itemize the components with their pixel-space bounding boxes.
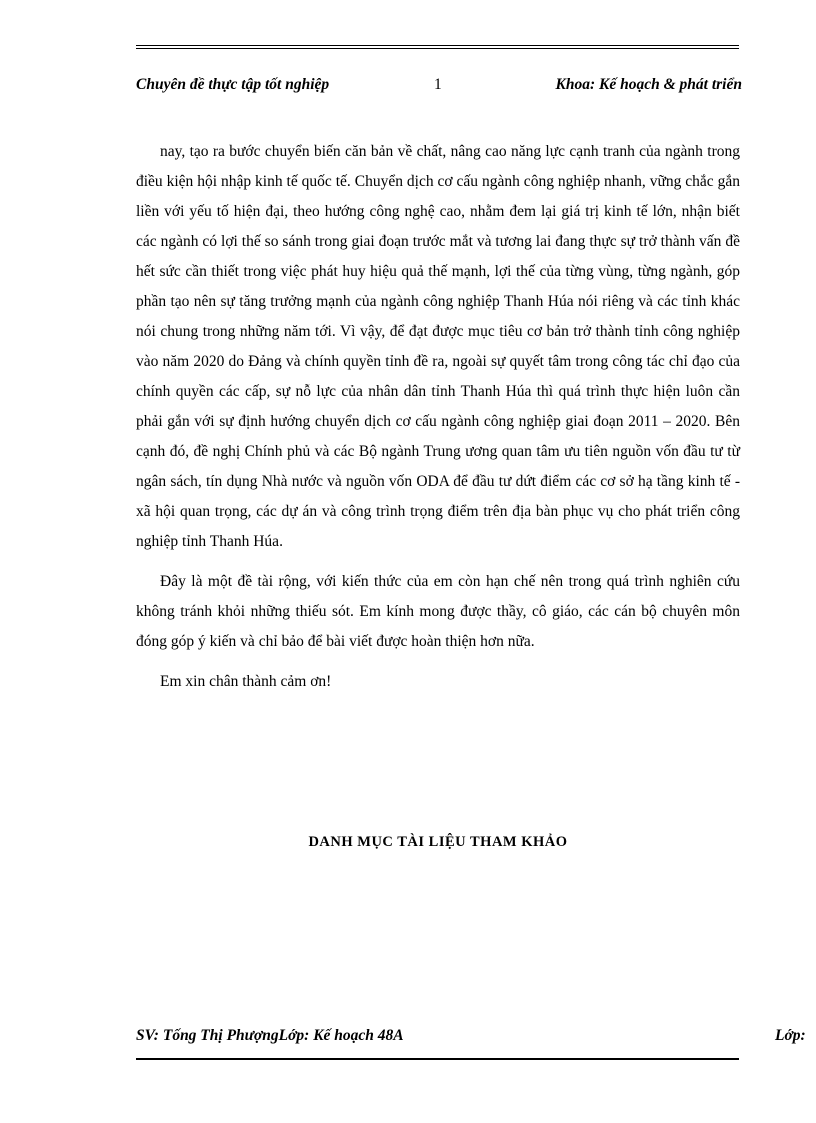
closing-thanks: Em xin chân thành cảm ơn! [160,673,332,690]
page-header [136,76,742,96]
footer-class: Lớp: [775,1027,806,1044]
footer-rule [136,1058,739,1060]
header-document-type: Chuyên đề thực tập tốt nghiệp [136,76,330,93]
body-paragraph: Đây là một đề tài rộng, với kiến thức của em còn hạn chế nên trong quá trình nghiên cứu không tránh khỏi những thiếu sót. Em kính mong được thầy, cô giáo, các cán bộ chuyên môn đóng góp ý kiến và chỉ bảo để bài viết được hoàn thiện hơn nữa. [136,573,740,650]
body-paragraph: nay, tạo ra bước chuyển biến căn bản về chất, nâng cao năng lực cạnh tranh của ngành trong điều kiện hội nhập kinh tế quốc tế. Chuyển dịch cơ cấu ngành công nghiệp nhanh, vững chắc gắn liền với yếu tố hiện đại, theo hướng công nghệ cao, nhằm đem lại giá trị kinh tế lớn, nhận biết các ngành có lợi thế so sánh trong giai đoạn trước mắt và tương lai đang thực sự trở thành vấn đề hết sức cần thiết trong việc phát huy hiệu quả thế mạnh, lợi thế của từng vùng, từng ngành, góp phần tạo nên sự tăng trưởng mạnh của ngành công nghiệp Thanh Húa nói riêng và các tỉnh khác nói chung trong những năm tới. Vì vậy, để đạt được mục tiêu cơ bản trở thành tỉnh công nghiệp vào năm 2020 do Đảng và chính quyền tỉnh đề ra, ngoài sự quyết tâm trong công tác chỉ đạo của chính quyền các cấp, sự nỗ lực của nhân dân tỉnh Thanh Húa thì quá trình thực hiện luôn cần phải gắn với sự định hướng chuyển dịch cơ cấu ngành công nghiệp giai đoạn 2011 – 2020. Bên cạnh đó, đề nghị Chính phủ và các Bộ ngành Trung ương quan tâm ưu tiên nguồn vốn đầu tư từ ngân sách, tín dụng Nhà nước và nguồn vốn ODA để đầu tư dứt điểm các cơ sở hạ tầng kinh tế - xã hội quan trọng, các dự án và công trình trọng điểm trên địa bàn phục vụ cho phát triển công nghiệp tỉnh Thanh Húa. [136,143,740,550]
page-number: 1 [434,76,442,93]
page-footer [136,1027,816,1049]
header-rule [136,45,739,49]
footer-student: SV: Tống Thị PhượngLớp: Kế hoạch 48A [136,1027,404,1044]
header-faculty: Khoa: Kế hoạch & phát triển [555,76,742,93]
references-title: DANH MỤC TÀI LIỆU THAM KHẢO [308,834,568,850]
body-text [136,137,740,697]
